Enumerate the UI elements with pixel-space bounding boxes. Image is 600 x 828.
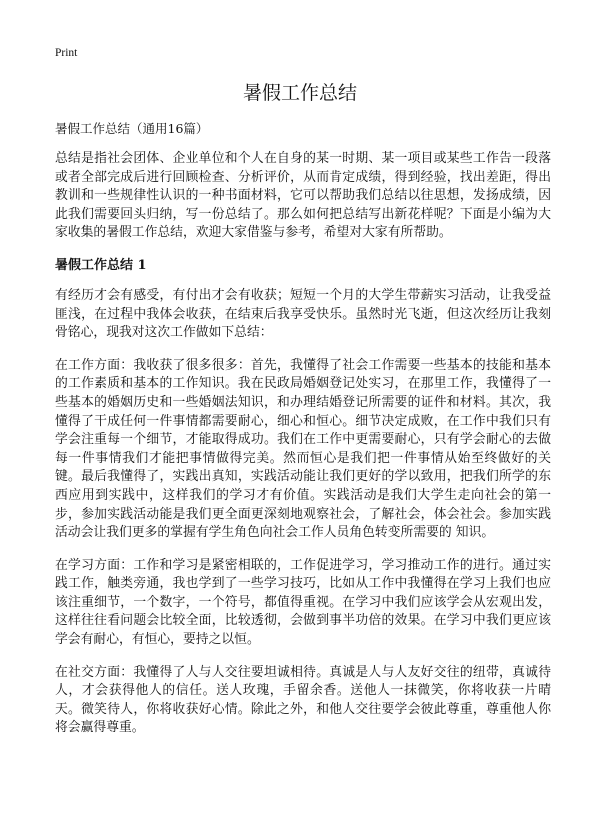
section-heading: 暑假工作总结 1 <box>55 257 147 273</box>
document-body <box>55 150 551 752</box>
section-paragraph: 有经历才会有感受，有付出才会有收获；短短一个月的大学生带薪实习活动，让我受益匪浅，在过程中我体会收获，在结束后我享受快乐。虽然时光飞逝，但这次经历让我刻骨铭心，现我对这次工作做如下总结： <box>55 287 551 341</box>
document-subtitle: 暑假工作总结（通用16篇） <box>55 121 209 136</box>
section-paragraph: 在社交方面：我懂得了人与人交往要坦诚相待。真诚是人与人友好交往的纽带，真诚待人，才会获得他人的信任。送人玫瑰，手留余香。送他人一抹微笑，你将收获一片晴天。微笑待人，你将收获好心情。除此之外，和他人交往要学会彼此尊重，尊重他人你将会赢得尊重。 <box>55 664 551 736</box>
page-title: 暑假工作总结 <box>242 82 357 104</box>
intro-paragraph: 总结是指社会团体、企业单位和个人在自身的某一时期、某一项目或某些工作告一段落或者全部完成后进行回顾检查、分析评价，从而肯定成绩，得到经验，找出差距，得出教训和一些规律性认识的一种书面材料，它可以帮助我们总结以往思想，发扬成绩，因此我们需要回头归纳，写一份总结了。那么如何把总结写出新花样呢？下面是小编为大家收集的暑假工作总结，欢迎大家借鉴与参考，希望对大家有所帮助。 <box>55 151 551 241</box>
section-paragraph: 在工作方面：我收获了很多很多：首先，我懂得了社会工作需要一些基本的技能和基本的工作素质和基本的工作知识。我在民政局婚姻登记处实习，在那里工作，我懂得了一些基本的婚姻历史和一些婚姻法知识，和办理结婚登记所需要的证件和材料。其次，我懂得了干成任何一件事情都需要耐心，细心和恒心。细节决定成败，在工作中我们只有学会注重每一个细节，才能取得成功。我们在工作中更需要耐心，只有学会耐心的去做每一件事情我们才能把事情做得完美。然而恒心是我们把一件事情从始至终做好的关键。最后我懂得了，实践出真知，实践活动能让我们更好的学以致用，把我们所学的东西应用到实践中，这样我们的学习才有价值。实践活动是我们大学生走向社会的第一步，参加实践活动能是我们更全面更深刻地观察社会，了解社会，体会社会。参加实践活动会让我们更多的掌握有学生角色向社会工作人员角色转变所需要的 知识。 <box>55 357 551 541</box>
print-label: Print <box>55 47 78 59</box>
section-paragraph: 在学习方面：工作和学习是紧密相联的，工作促进学习，学习推动工作的进行。通过实践工作，触类旁通，我也学到了一些学习技巧，比如从工作中我懂得在学习上我们也应该注重细节，一个数字，一个符号，都值得重视。在学习中我们应该学会从宏观出发，这样往往看问题会比较全面，比较透彻，会做到事半功倍的效果。在学习中我们更应该学会有耐心，有恒心，要持之以恒。 <box>55 557 551 648</box>
